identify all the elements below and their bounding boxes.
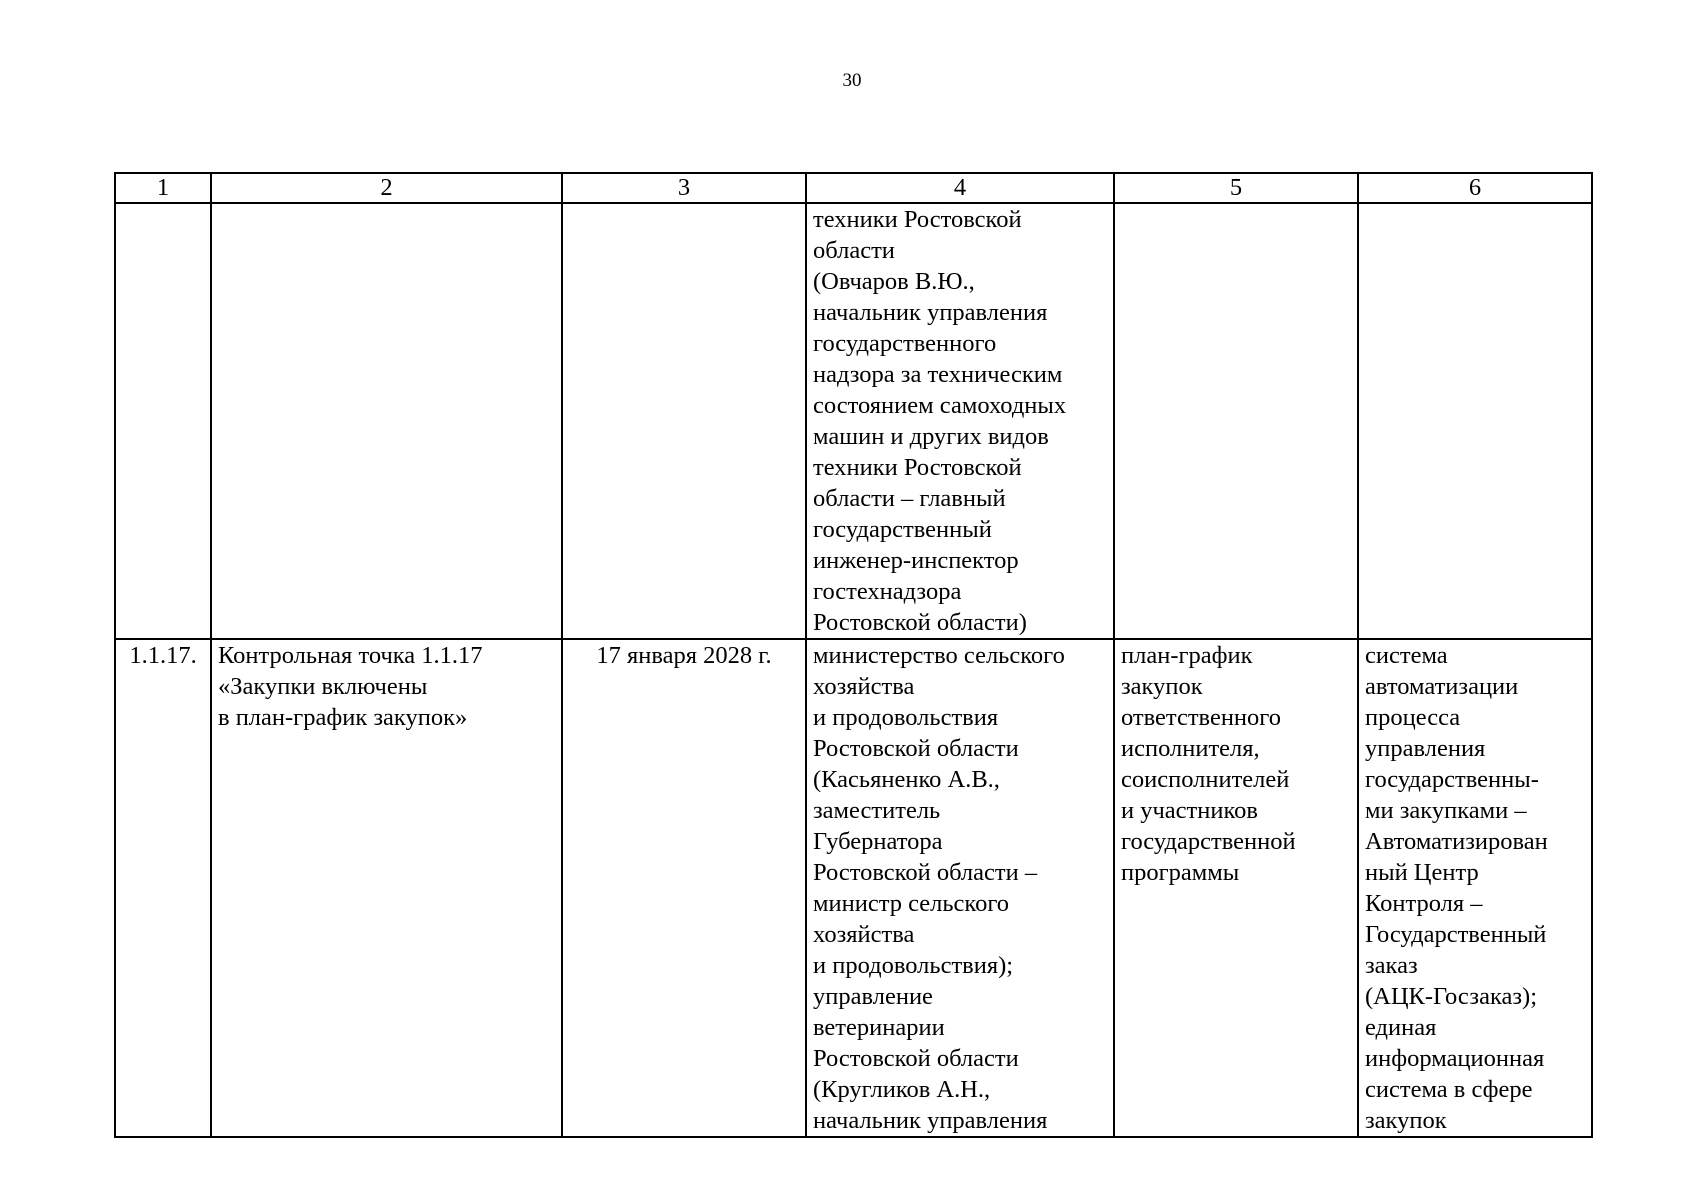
cell-number [115, 203, 211, 639]
table-header-row [115, 173, 1592, 203]
column-header: 5 [1114, 173, 1358, 203]
cell-document: план-график закупок ответственного исполнителя, соисполнителей и участников государственной программы [1114, 639, 1358, 1137]
cell-responsible: техники Ростовской области (Овчаров В.Ю., начальник управления государственного надзора за техническим состоянием самоходных машин и других видов техники Ростовской области – главный государственный инженер-инспектор гостехнадзора Ростовской области) [806, 203, 1114, 639]
cell-date [562, 203, 806, 639]
column-header: 4 [806, 173, 1114, 203]
column-header: 2 [211, 173, 562, 203]
cell-name: Контрольная точка 1.1.17 «Закупки включены в план-график закупок» [211, 639, 562, 1137]
column-header: 1 [115, 173, 211, 203]
page-number: 30 [842, 70, 862, 91]
cell-responsible: министерство сельского хозяйства и продовольствия Ростовской области (Касьяненко А.В., заместитель Губернатора Ростовской области – министр сельского хозяйства и продовольствия); управление ветеринарии Ростовской области (Кругликов А.Н., начальник управления [806, 639, 1114, 1137]
cell-name [211, 203, 562, 639]
cell-number: 1.1.17. [115, 639, 211, 1137]
table-row [115, 203, 1592, 639]
control-points-table [114, 172, 1593, 1138]
column-header: 3 [562, 173, 806, 203]
cell-system [1358, 203, 1592, 639]
table-row [115, 639, 1592, 1137]
cell-date: 17 января 2028 г. [562, 639, 806, 1137]
column-header: 6 [1358, 173, 1592, 203]
cell-document [1114, 203, 1358, 639]
cell-system: система автоматизации процесса управления государственны- ми закупками – Автоматизирован ный Центр Контроля – Государственный заказ (АЦК-Госзаказ); единая информационная система в сфере закупок [1358, 639, 1592, 1137]
